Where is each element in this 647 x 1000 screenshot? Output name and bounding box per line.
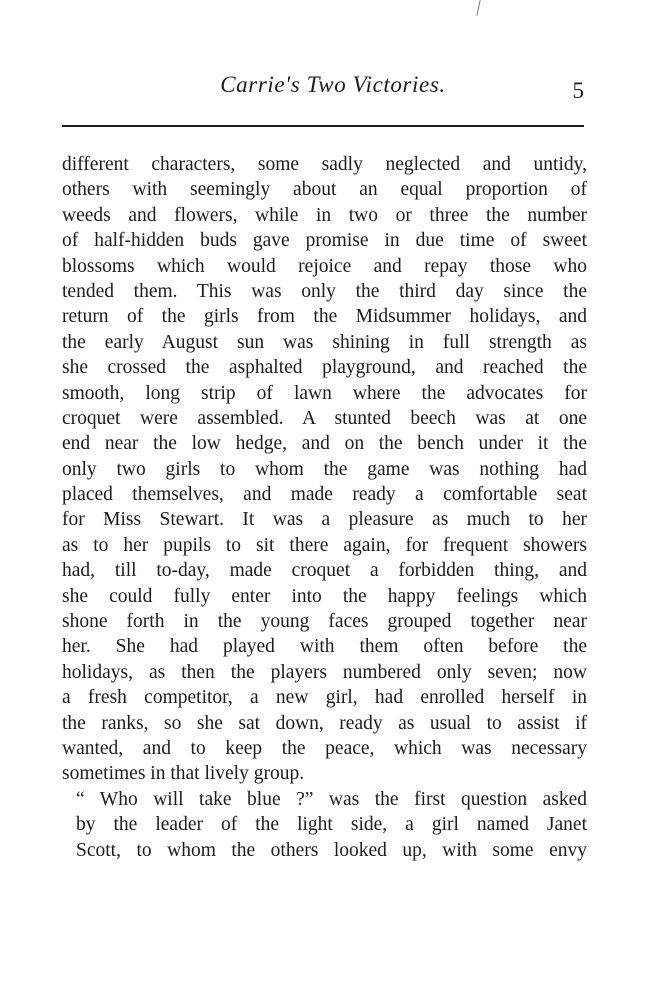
stray-mark xyxy=(476,0,480,16)
text-line: wanted, and to keep the peace, which was necessary xyxy=(62,737,587,759)
text-line: she could fully enter into the happy feelings which xyxy=(62,585,587,607)
text-line: holidays, as then the players numbered only seven; now xyxy=(62,661,587,683)
text-line: different characters, some sadly neglected and untidy, xyxy=(62,154,587,175)
page-number: 5 xyxy=(572,78,584,103)
text-line: end near the low hedge, and on the bench under it the xyxy=(62,433,587,455)
text-line: tended them. This was only the third day since the xyxy=(62,280,587,302)
text-line: a fresh competitor, a new girl, had enrolled herself in xyxy=(62,687,587,709)
paragraph-start-line: “ Who will take blue ?” was the first question asked xyxy=(76,788,587,810)
text-line: Scott, to whom the others looked up, with some envy xyxy=(76,839,587,861)
text-line: only two girls to whom the game was nothing had xyxy=(62,458,587,480)
text-line: croquet were assembled. A stunted beech was at one xyxy=(62,407,587,429)
text-line: others with seemingly about an equal proportion of xyxy=(62,179,587,201)
text-line: smooth, long strip of lawn where the advocates for xyxy=(62,382,587,404)
text-line: had, till to-day, made croquet a forbidden thing, and xyxy=(62,560,587,582)
text-line: placed themselves, and made ready a comfortable seat xyxy=(62,484,587,506)
text-line: blossoms which would rejoice and repay those who xyxy=(62,255,587,277)
header-rule xyxy=(62,125,584,127)
text-line: weeds and flowers, while in two or three the number xyxy=(62,204,587,226)
paragraph-end-line: sometimes in that lively group. xyxy=(62,763,305,785)
text-line: of half-hidden buds gave promise in due time of sweet xyxy=(62,230,587,252)
text-line: her. She had played with them often before the xyxy=(62,636,587,658)
text-line: for Miss Stewart. It was a pleasure as much to her xyxy=(62,509,587,531)
text-line: the ranks, so she sat down, ready as usual to assist if xyxy=(62,712,587,734)
text-line: by the leader of the light side, a girl named Janet xyxy=(76,814,587,836)
body-text xyxy=(62,152,587,863)
text-line: return of the girls from the Midsummer holidays, and xyxy=(62,306,587,328)
text-line: shone forth in the young faces grouped together near xyxy=(62,611,587,633)
text-line: she crossed the asphalted playground, and reached the xyxy=(62,357,587,379)
running-head xyxy=(62,72,586,112)
text-line: as to her pupils to sit there again, for frequent showers xyxy=(62,534,587,556)
running-title: Carrie's Two Victories. xyxy=(220,72,446,97)
text-line: the early August sun was shining in full strength as xyxy=(62,331,587,353)
